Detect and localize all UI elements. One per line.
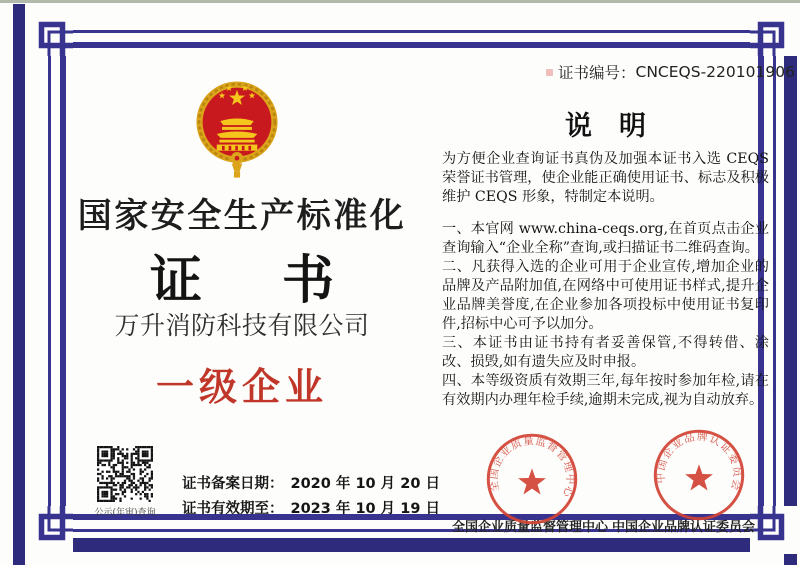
issue-date-value: 2020 年 10 月 20 日 [290,476,440,492]
expiry-date-row [182,497,440,522]
corner-ornament-top-left [25,8,73,56]
notice-paragraph: 二、凡获得入选的企业可用于企业宣传,增加企业的品牌及产品附加值,在网络中可使用证书样式,提升企业品牌美誉度,在企业参加各项投标中使用证书复印件,招标中心可予以加分。 [442,259,769,332]
certificate-number-label: 证书编号： [558,64,636,82]
corner-ornament-bottom-right [750,506,798,554]
border-band-bottom [13,538,797,552]
notice-heading: 说 明 [565,111,646,142]
notice-paragraph: 一、本官网 www.china-ceqs.org,在首页点击企业查询输入“企业全称”查询,或扫描证书二维码查询。 [442,221,769,256]
certificate-type: 证 书 [149,250,348,311]
svg-text:全国企业质量监督管理中心 [487,434,577,500]
certificate-number [546,61,795,83]
issue-date-label: 证书备案日期： [182,476,284,492]
notice-paragraph: 三、本证书由证书持有者妥善保管,不得转借、涂改、损毁,如有遗失应及时申报。 [442,335,769,370]
red-mark-icon [546,69,553,76]
qr-caption: 公示(年审)查询 [94,508,156,518]
notice-paragraph: 四、本等级资质有效期三年,每年按时参加年检,请在有效期内办理年检手续,逾期未完成,视为自动放弃。 [442,373,769,408]
official-seal-quality-center [485,432,579,526]
scan-edge-line [0,0,800,3]
corner-ornament-top-right [750,8,798,56]
issuer-name-left: 全国企业质量监督管理中心 [452,520,609,535]
border-band-left [13,4,25,565]
expiry-date-label: 证书有效期至： [182,501,284,517]
certificate-title: 国家安全生产标准化 [77,196,407,236]
corner-ornament-bottom-left [25,506,73,554]
grade-level: 一级企业 [155,364,328,409]
issue-date-row [182,472,440,497]
notice-paragraph: 为方便企业查询证书真伪及加强本证书入选 CEQS 荣誉证书管理，使企业能正确使用证书、标志及积极维护 CEQS 形象，特制定本说明。 [442,151,769,205]
national-emblem [192,78,282,182]
official-seal-brand-committee [652,428,746,522]
certificate-number-value: CNCEQS-220101906 [635,63,795,81]
seal-ring-text: 全国企业质量监督管理中心 [486,434,577,500]
dates-block [182,472,440,522]
notice-body [442,150,769,410]
qr-code [97,446,153,502]
expiry-date-value: 2023 年 10 月 19 日 [290,501,440,517]
seal-ring-text: 中国企业品牌认证委员会 [653,429,745,493]
border-band-right [784,16,797,565]
issuer-name-right: 中国企业品牌认证委员会 [612,520,756,535]
company-name: 万升消防科技有限公司 [114,311,370,340]
